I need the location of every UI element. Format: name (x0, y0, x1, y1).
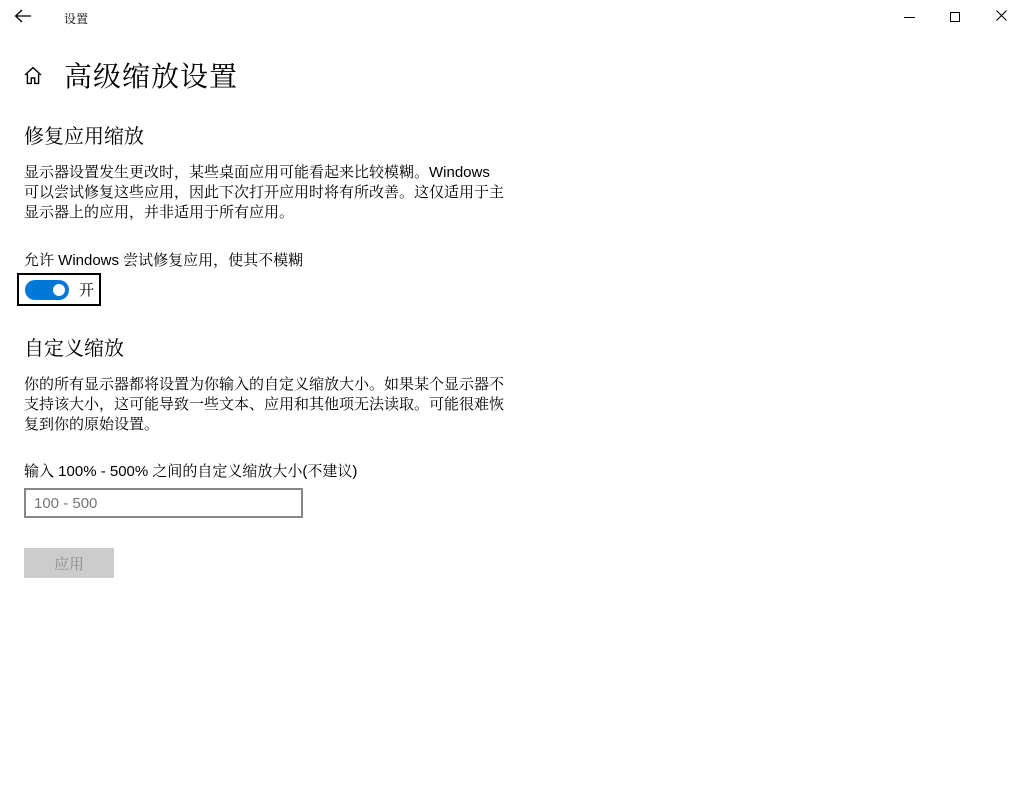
fix-scaling-description (24, 163, 1024, 223)
back-button[interactable] (0, 0, 46, 36)
minimize-button[interactable] (886, 0, 932, 34)
minimize-icon (904, 17, 915, 18)
description-line: 你的所有显示器都将设置为你输入的自定义缩放大小。如果某个显示器不 (24, 376, 505, 393)
app-title: 设置 (64, 11, 89, 26)
window-controls (886, 0, 1024, 34)
close-button[interactable] (978, 0, 1024, 34)
section-heading-fix-scaling: 修复应用缩放 (24, 126, 144, 148)
maximize-icon (950, 12, 960, 22)
settings-page-advanced-scaling (0, 58, 1024, 578)
toggle-knob (53, 284, 65, 296)
page-header (24, 58, 1024, 92)
back-arrow-icon (14, 9, 32, 28)
maximize-button[interactable] (932, 0, 978, 34)
close-icon (996, 8, 1007, 26)
fix-scaling-toggle-label: 允许 Windows 尝试修复应用，使其不模糊 (24, 252, 304, 269)
home-icon[interactable] (24, 66, 42, 85)
fix-scaling-toggle[interactable] (17, 273, 101, 306)
description-line: 可以尝试修复这些应用，因此下次打开应用时将有所改善。这仅适用于主 (24, 184, 505, 201)
description-line: 支持该大小，这可能导致一些文本、应用和其他项无法读取。可能很难恢 (24, 396, 505, 413)
description-line: 显示器设置发生更改时，某些桌面应用可能看起来比较模糊。Windows (24, 164, 490, 181)
description-line: 复到你的原始设置。 (24, 416, 160, 433)
titlebar (0, 0, 1024, 36)
description-line: 显示器上的应用，并非适用于所有应用。 (24, 204, 295, 221)
section-heading-custom-scaling: 自定义缩放 (24, 338, 124, 360)
apply-button[interactable]: 应用 (24, 548, 114, 578)
custom-scale-input-label: 输入 100% - 500% 之间的自定义缩放大小(不建议) (24, 463, 358, 480)
toggle-switch-on[interactable] (25, 280, 69, 300)
custom-scale-input[interactable] (24, 488, 303, 518)
custom-scaling-description (24, 375, 1024, 435)
toggle-state-label: 开 (79, 282, 95, 299)
page-title: 高级缩放设置 (64, 61, 239, 92)
